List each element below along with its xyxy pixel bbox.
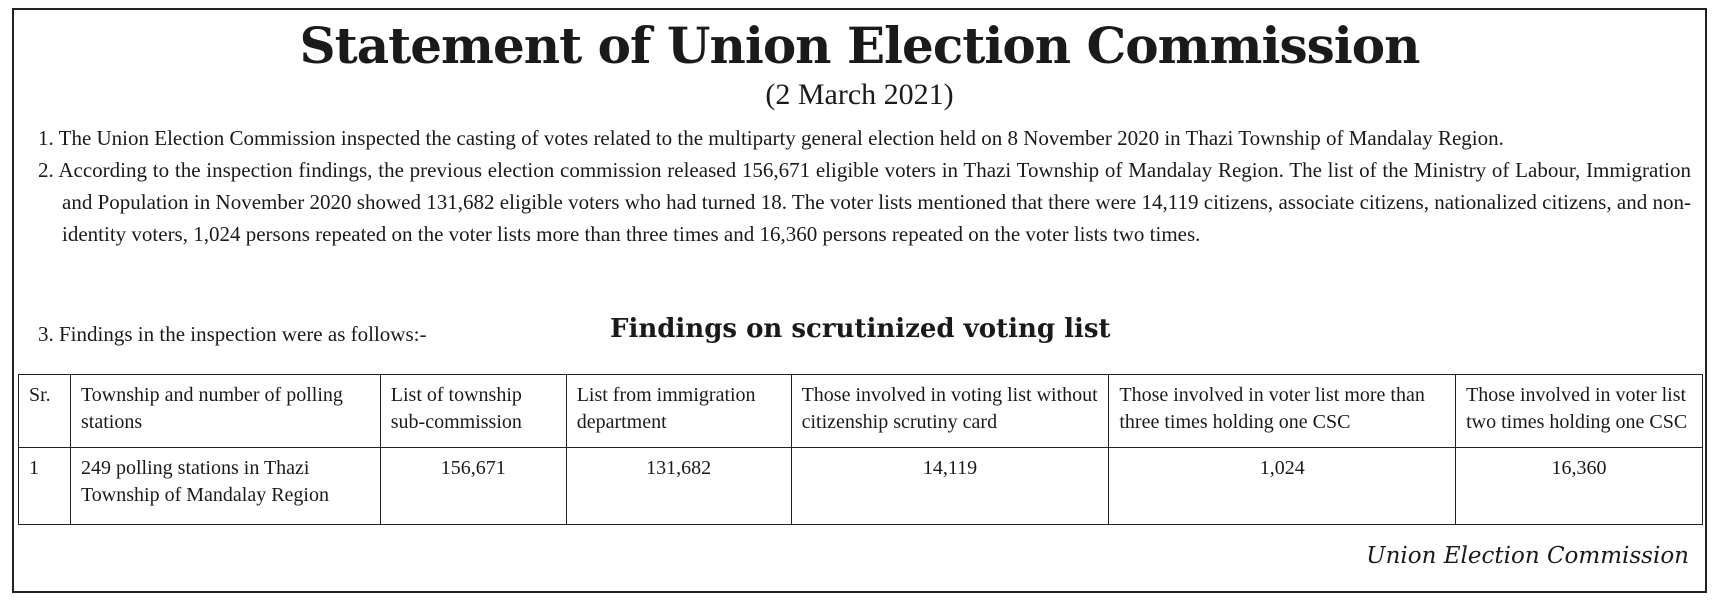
header-two-times: Those involved in voter list two times holding one CSC bbox=[1456, 375, 1703, 448]
statement-frame bbox=[12, 8, 1707, 593]
header-sub-commission: List of township sub-commission bbox=[380, 375, 566, 448]
cell-immigration: 131,682 bbox=[566, 448, 791, 525]
header-immigration: List from immigration department bbox=[566, 375, 791, 448]
findings-table bbox=[18, 374, 1703, 525]
cell-two-times: 16,360 bbox=[1456, 448, 1703, 525]
cell-three-times: 1,024 bbox=[1109, 448, 1456, 525]
statement-body bbox=[28, 122, 1691, 250]
table-header-row bbox=[19, 375, 1703, 448]
cell-without-csc: 14,119 bbox=[791, 448, 1109, 525]
paragraph-3: 3. Findings in the inspection were as follows:- bbox=[38, 322, 427, 346]
signature: Union Election Commission bbox=[1366, 543, 1689, 569]
table-title: Findings on scrutinized voting list bbox=[610, 314, 1111, 344]
statement-date: (2 March 2021) bbox=[765, 78, 954, 111]
cell-sub-commission: 156,671 bbox=[380, 448, 566, 525]
page-title: Statement of Union Election Commission bbox=[299, 16, 1420, 75]
table-row bbox=[19, 448, 1703, 525]
header-without-csc: Those involved in voting list without citizenship scrutiny card bbox=[791, 375, 1109, 448]
header-three-times: Those involved in voter list more than three times holding one CSC bbox=[1109, 375, 1456, 448]
cell-sr: 1 bbox=[19, 448, 71, 525]
header-sr: Sr. bbox=[19, 375, 71, 448]
paragraph-2: 2. According to the inspection findings, the previous election commission released 156,671 eligible voters in Thazi Township of Mandalay Region. The list of the Ministry of Labour, Immigration and Population in November 2020 showed 131,682 eligible voters who had turned 18. The voter lists mentioned that there were 14,119 citizens, associate citizens, nationalized citizens, and non-identity voters, 1,024 persons repeated on the voter lists more than three times and 16,360 persons repeated on the voter lists two times. bbox=[38, 158, 1691, 246]
cell-township: 249 polling stations in Thazi Township of Mandalay Region bbox=[70, 448, 380, 525]
header-township: Township and number of polling stations bbox=[70, 375, 380, 448]
paragraph-1: 1. The Union Election Commission inspected the casting of votes related to the multiparty general election held on 8 November 2020 in Thazi Township of Mandalay Region. bbox=[38, 126, 1504, 150]
